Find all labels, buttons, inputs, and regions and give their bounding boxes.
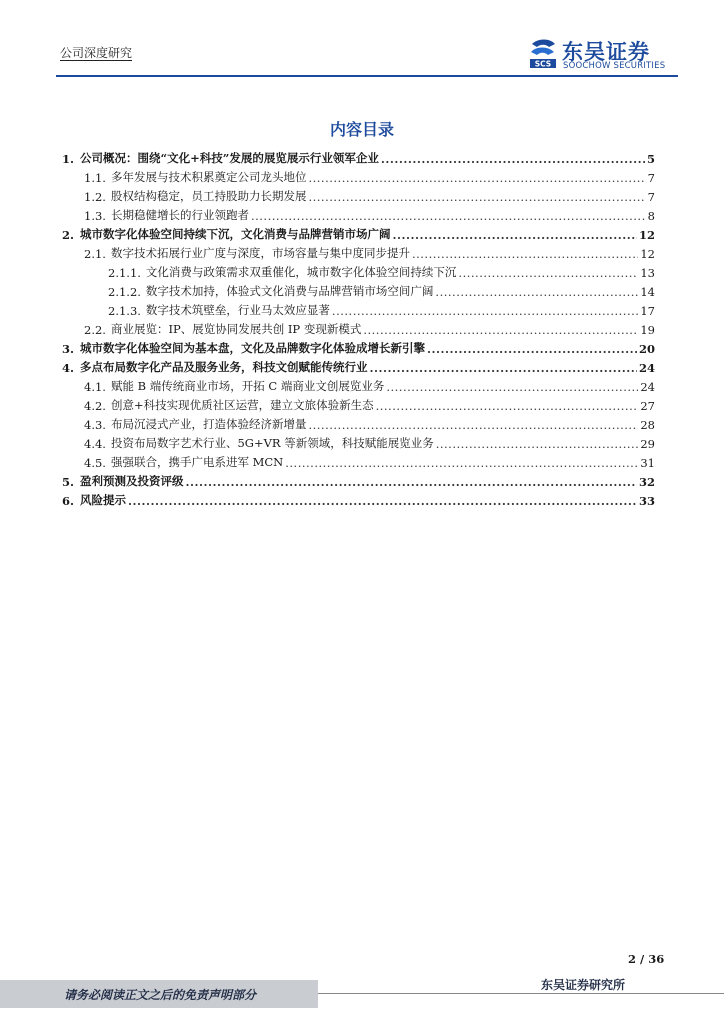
toc-entry-page: 7 <box>647 190 655 204</box>
toc-entry-title: 风险提示 <box>80 493 127 507</box>
toc-entry-page: 12 <box>640 247 655 261</box>
toc-entry-title: 股权结构稳定，员工持股助力长期发展 <box>110 189 307 203</box>
toc-entry-page: 28 <box>640 418 655 432</box>
toc-leader-dots <box>458 266 638 280</box>
toc-entry-title: 城市数字化体验空间为基本盘，文化及品牌数字化体验成增长新引擎 <box>80 341 426 355</box>
toc-leader-dots <box>308 418 638 432</box>
toc-entry-title: 多年发展与技术积累奠定公司龙头地位 <box>110 170 307 184</box>
toc-entry-number: 5. <box>62 475 75 489</box>
toc-entry-number: 2.1.2. <box>108 285 141 299</box>
toc-entry-page: 24 <box>640 380 655 394</box>
toc-entry[interactable] <box>62 451 655 470</box>
section-label: 公司深度研究 <box>60 46 133 60</box>
toc-entry-page: 32 <box>638 475 655 489</box>
toc-entry-page: 17 <box>640 304 655 318</box>
toc-entry-page: 14 <box>640 285 655 299</box>
toc-leader-dots <box>381 152 645 166</box>
toc-entry[interactable] <box>62 413 655 432</box>
toc-entry-number: 2.2. <box>84 323 106 337</box>
toc-entry-page: 33 <box>638 494 655 508</box>
toc-entry-title: 盈利预测及投资评级 <box>80 474 184 488</box>
brand-logo <box>528 38 678 74</box>
toc-entry-number: 1.2. <box>84 190 106 204</box>
header-divider <box>56 75 678 77</box>
toc-entry-title: 赋能 B 端传统商业市场，开拓 C 端商业文创展览业务 <box>110 379 385 393</box>
toc-entry-number: 3. <box>62 342 75 356</box>
toc-leader-dots <box>435 285 638 299</box>
toc-leader-dots <box>427 342 637 356</box>
toc-entry-title: 数字技术拓展行业广度与深度，市场容量与集中度同步提升 <box>110 246 410 260</box>
toc-entry-title: 数字技术加持，体验式文化消费与品牌营销市场空间广阔 <box>145 284 434 298</box>
toc-entry-title: 公司概况：围绕“文化+科技”发展的展览展示行业领军企业 <box>80 151 379 165</box>
toc-entry-number: 4.5. <box>84 456 106 470</box>
toc-entry[interactable] <box>62 261 655 280</box>
toc-entry[interactable] <box>62 470 655 489</box>
toc-entry-page: 27 <box>640 399 655 413</box>
toc-leader-dots <box>436 437 639 451</box>
toc-entry[interactable] <box>62 489 655 508</box>
toc-leader-dots <box>386 380 638 394</box>
toc-entry-number: 1.3. <box>84 209 106 223</box>
toc-entry-title: 强强联合，携手广电系进军 MCN <box>110 455 284 469</box>
toc-entry[interactable] <box>62 318 655 337</box>
toc-entry-page: 20 <box>638 342 655 356</box>
toc-entry[interactable] <box>62 242 655 261</box>
toc-entry-title: 多点布局数字化产品及服务业务，科技文创赋能传统行业 <box>80 360 368 374</box>
toc-entry-number: 4.1. <box>84 380 106 394</box>
toc-entry-page: 8 <box>647 209 655 223</box>
toc-leader-dots <box>376 399 639 413</box>
toc-entry[interactable] <box>62 147 655 166</box>
toc-entry-number: 4.3. <box>84 418 106 432</box>
toc-entry[interactable] <box>62 299 655 318</box>
toc-entry-number: 2.1.3. <box>108 304 141 318</box>
toc-entry[interactable] <box>62 185 655 204</box>
toc-entry-number: 6. <box>62 494 75 508</box>
toc-leader-dots <box>332 304 638 318</box>
footer-disclaimer-band <box>0 980 318 1008</box>
toc-entry-title: 长期稳健增长的行业领跑者 <box>110 208 249 222</box>
toc-entry-page: 29 <box>640 437 655 451</box>
toc-entry[interactable] <box>62 280 655 299</box>
toc-entry-title: 文化消费与政策需求双重催化，城市数字化体验空间持续下沉 <box>145 265 457 279</box>
toc-leader-dots <box>412 247 638 261</box>
toc-entry[interactable] <box>62 204 655 223</box>
toc-entry[interactable] <box>62 432 655 451</box>
toc-entry-number: 2.1. <box>84 247 106 261</box>
toc-entry-title: 投资布局数字艺术行业、5G+VR 等新领域，科技赋能展览业务 <box>110 436 434 450</box>
logo-chinese-name: 东吴证券 <box>562 40 650 64</box>
toc-entry-page: 31 <box>640 456 655 470</box>
toc-entry-title: 商业展览：IP、展览协同发展共创 IP 变现新模式 <box>110 322 362 336</box>
toc-leader-dots <box>308 171 645 185</box>
toc-leader-dots <box>285 456 638 470</box>
toc-entry-page: 12 <box>638 228 655 242</box>
toc-entry-page: 19 <box>640 323 655 337</box>
toc-entry[interactable] <box>62 337 655 356</box>
toc-leader-dots <box>186 475 637 489</box>
toc-entry[interactable] <box>62 394 655 413</box>
toc-entry-page: 24 <box>638 361 655 375</box>
toc-leader-dots <box>393 228 637 242</box>
toc-entry-title: 城市数字化体验空间持续下沉，文化消费与品牌营销市场广阔 <box>80 227 391 241</box>
toc-leader-dots <box>370 361 637 375</box>
toc-entry-number: 2.1.1. <box>108 266 141 280</box>
toc-title: 内容目录 <box>329 120 394 139</box>
toc-entry-page: 7 <box>647 171 655 185</box>
toc-leader-dots <box>308 190 645 204</box>
toc-entry-number: 2. <box>62 228 75 242</box>
table-of-contents <box>62 147 655 508</box>
toc-entry-number: 4.2. <box>84 399 106 413</box>
toc-entry-page: 5 <box>646 152 655 166</box>
toc-entry[interactable] <box>62 356 655 375</box>
toc-entry-title: 创意+科技实现优质社区运营，建立文旅体验新生态 <box>110 398 374 412</box>
toc-entry-number: 1.1. <box>84 171 106 185</box>
footer-divider <box>318 993 724 994</box>
toc-entry[interactable] <box>62 375 655 394</box>
toc-entry[interactable] <box>62 166 655 185</box>
toc-entry-number: 1. <box>62 152 75 166</box>
soochow-logo-icon <box>528 38 558 72</box>
toc-entry-number: 4. <box>62 361 75 375</box>
toc-leader-dots <box>363 323 638 337</box>
toc-leader-dots <box>251 209 646 223</box>
toc-entry-title: 布局沉浸式产业，打造体验经济新增量 <box>110 417 307 431</box>
toc-entry[interactable] <box>62 223 655 242</box>
page-number: 2 / 36 <box>628 952 665 966</box>
footer-disclaimer: 请务必阅读正文之后的免责声明部分 <box>64 988 257 1002</box>
toc-entry-page: 13 <box>640 266 655 280</box>
toc-leader-dots <box>128 494 637 508</box>
toc-entry-title: 数字技术筑壁垒，行业马太效应显著 <box>145 303 330 317</box>
footer-institute: 东吴证券研究所 <box>541 978 626 992</box>
logo-english-name: SOOCHOW SECURITIES <box>563 61 666 71</box>
toc-entry-number: 4.4. <box>84 437 106 451</box>
logo-mark-text: SCS <box>534 59 552 69</box>
